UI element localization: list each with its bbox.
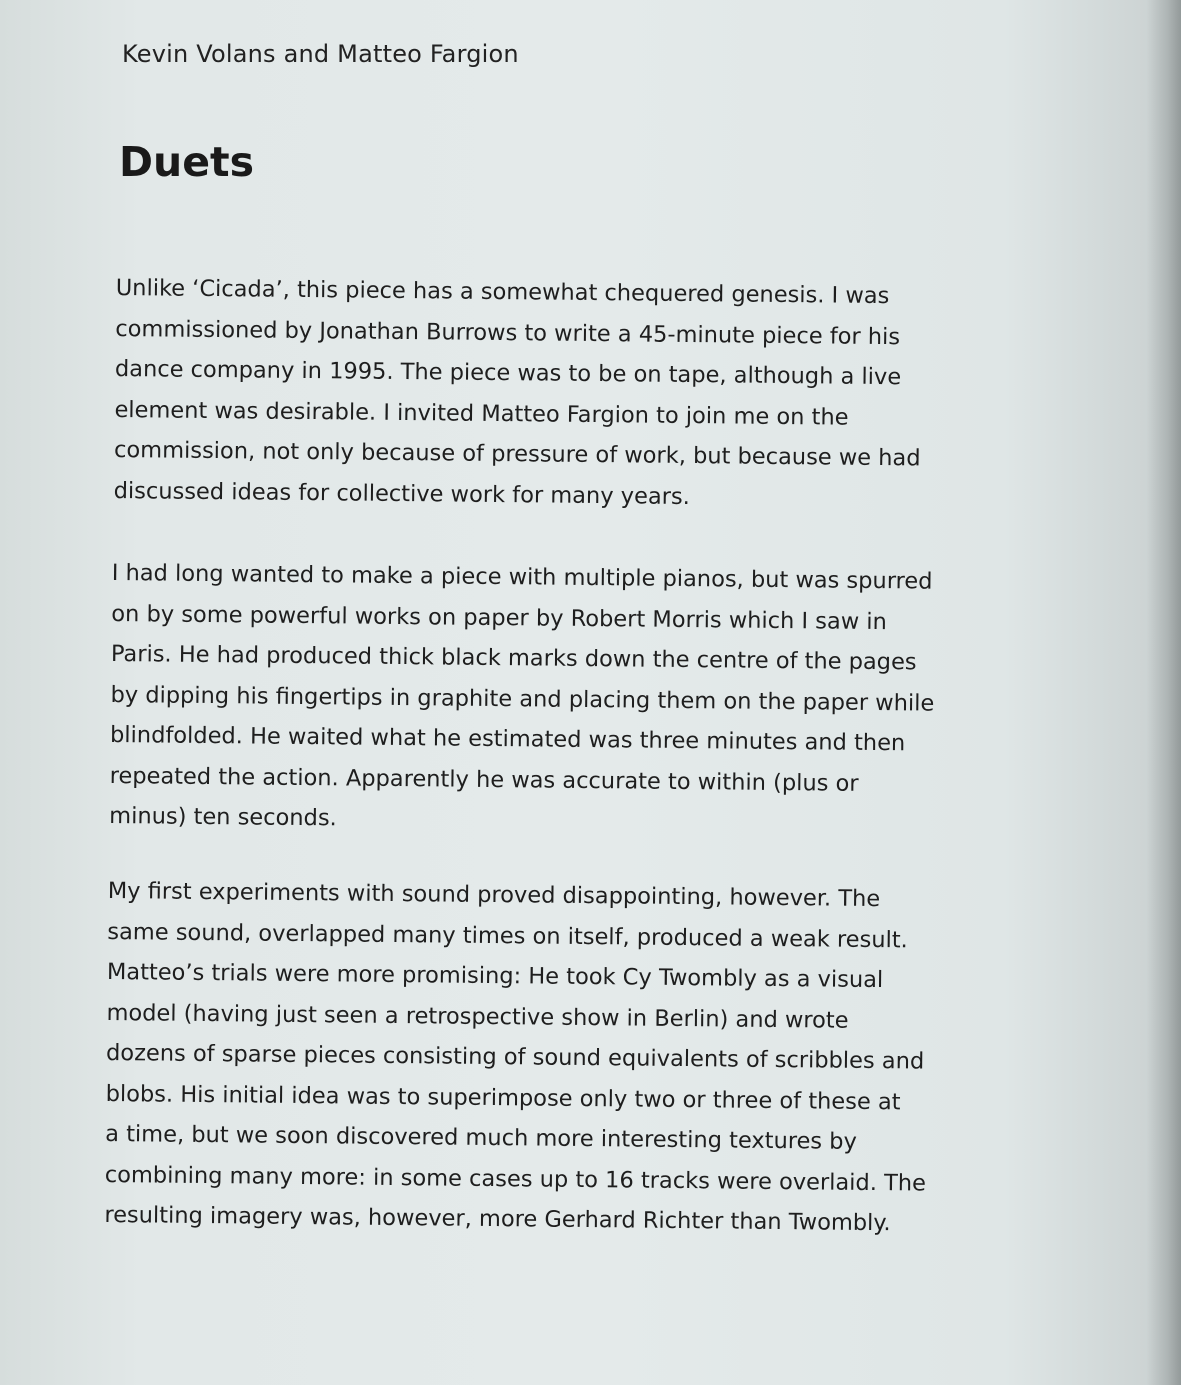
text-line: a time, but we soon discovered much more interesting textures by [105,1120,857,1155]
text-line: commission, not only because of pressure of work, but because we had [113,436,921,472]
text-line: same sound, overlapped many times on itself, produced a weak result. [107,918,908,953]
authors-heading: Kevin Volans and Matteo Fargion [122,40,519,68]
paragraph-2 [109,553,935,845]
paragraph-1 [113,268,935,520]
page-title: Duets [119,138,255,186]
text-line: dozens of sparse pieces consisting of sound equivalents of scribbles and [105,1039,925,1075]
text-line: commissioned by Jonathan Burrows to write a 45-minute piece for his [115,315,901,350]
text-line: I had long wanted to make a piece with multiple pianos, but was spurred [111,559,933,595]
text-line: discussed ideas for collective work for many years. [113,477,690,510]
text-line: Paris. He had produced thick black marks down the centre of the pages [110,640,917,676]
text-line: resulting imagery was, however, more Gerhard Richter than Twombly. [104,1201,891,1237]
text-line: Unlike ‘Cicada’, this piece has a somewhat chequered genesis. I was [115,274,890,310]
text-line: dance company in 1995. The piece was to be on tape, although a live [114,355,902,391]
text-line: combining many more: in some cases up to 16 tracks were overlaid. The [104,1161,927,1197]
text-line: My first experiments with sound proved disappointing, however. The [107,877,881,913]
text-line: on by some powerful works on paper by Robert Morris which I saw in [111,600,887,635]
text-line: by dipping his fingertips in graphite and placing them on the paper while [110,681,935,717]
text-line: element was desirable. I invited Matteo Fargion to join me on the [114,396,849,431]
paragraph-3 [104,871,928,1244]
page-edge-shadow [1147,0,1181,1385]
text-line: repeated the action. Apparently he was accurate to within (plus or [109,762,859,797]
text-line: Matteo’s trials were more promising: He took Cy Twombly as a visual [106,958,884,994]
text-line: blindfolded. He waited what he estimated was three minutes and then [109,721,906,757]
text-line: model (having just seen a retrospective show in Berlin) and wrote [106,999,849,1034]
text-line: blobs. His initial idea was to superimpose only two or three of these at [105,1080,901,1115]
text-line: minus) ten seconds. [109,802,337,832]
